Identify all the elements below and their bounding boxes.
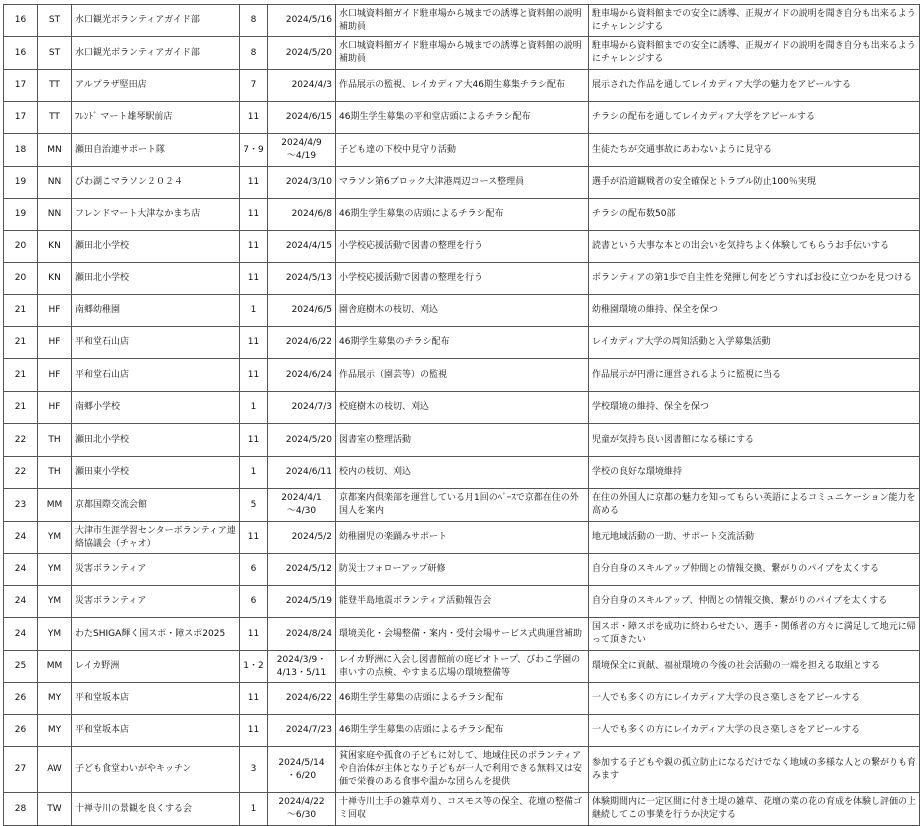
activity-cell: 京都案内倶楽部を運営している月1回のﾍﾞｰｽで京都在住の外国人を案内 bbox=[336, 489, 589, 522]
row-number-cell: 18 bbox=[4, 134, 38, 167]
activity-cell: レイカ野洲に入会し図書館前の庭ビオトープ、びわこ学園の車いすの点検、やすまる広場の環境整備等 bbox=[336, 651, 589, 683]
activity-cell: 小学校応援活動で図書の整理を行う bbox=[336, 263, 589, 295]
member-id-cell: HF bbox=[38, 359, 72, 392]
member-id-cell: TH bbox=[38, 457, 72, 489]
goal-cell: 読書という大事な本との出会いを気持ちよく体験してもらうお手伝いする bbox=[589, 231, 920, 263]
activity-cell: 46期生学生募集の平和堂店頭によるチラシ配布 bbox=[336, 102, 589, 134]
date-cell: 2024/6/5 bbox=[268, 295, 336, 327]
organization-cell: レイカ野洲 bbox=[72, 651, 240, 683]
table-row bbox=[4, 327, 920, 359]
row-number-cell: 26 bbox=[4, 715, 38, 747]
grade-cell: 6 bbox=[240, 554, 268, 586]
member-id-cell: MY bbox=[38, 683, 72, 715]
organization-cell: 大津市生涯学習センターボランティア連絡協議会（チャオ） bbox=[72, 522, 240, 554]
table-row bbox=[4, 102, 920, 134]
row-number-cell: 21 bbox=[4, 392, 38, 424]
table-row bbox=[4, 199, 920, 231]
member-id-cell: KN bbox=[38, 231, 72, 263]
member-id-cell: TW bbox=[38, 793, 72, 826]
row-number-cell: 26 bbox=[4, 683, 38, 715]
member-id-cell: YM bbox=[38, 618, 72, 651]
row-number-cell: 23 bbox=[4, 489, 38, 522]
row-number-cell: 17 bbox=[4, 70, 38, 102]
date-cell: 2024/4/15 bbox=[268, 231, 336, 263]
organization-cell: びわ湖こマラソン２０２４ bbox=[72, 167, 240, 199]
goal-cell: ボランティアの第1歩で自主性を発揮し何をどうすればお役に立つかを見つける bbox=[589, 263, 920, 295]
row-number-cell: 21 bbox=[4, 327, 38, 359]
row-number-cell: 24 bbox=[4, 618, 38, 651]
grade-cell: 11 bbox=[240, 263, 268, 295]
goal-cell: 参加する子どもや親の孤立防止になるだけでなく地域の多様な人との繋がりも育みます bbox=[589, 747, 920, 793]
date-cell: 2024/6/22 bbox=[268, 683, 336, 715]
date-cell: 2024/4/1 ～4/30 bbox=[268, 489, 336, 522]
goal-cell: 学校環境の維持、保全を保つ bbox=[589, 392, 920, 424]
grade-cell: 1 bbox=[240, 793, 268, 826]
organization-cell: 京都国際交流会館 bbox=[72, 489, 240, 522]
date-cell: 2024/5/20 bbox=[268, 424, 336, 457]
date-cell: 2024/5/16 bbox=[268, 5, 336, 37]
grade-cell: 7 bbox=[240, 70, 268, 102]
table-row bbox=[4, 231, 920, 263]
grade-cell: 1 bbox=[240, 295, 268, 327]
goal-cell: 作品展示が円滑に運営されるように監視に当る bbox=[589, 359, 920, 392]
goal-cell: チラシの配布数50部 bbox=[589, 199, 920, 231]
activity-cell: 十禅寺川土手の雑草刈り、コスモス等の保全、花壇の整備ゴミ回収 bbox=[336, 793, 589, 826]
organization-cell: 子ども食堂わいがやキッチン bbox=[72, 747, 240, 793]
activity-table bbox=[3, 4, 920, 826]
row-number-cell: 20 bbox=[4, 263, 38, 295]
row-number-cell: 19 bbox=[4, 167, 38, 199]
grade-cell: 11 bbox=[240, 327, 268, 359]
goal-cell: 学校の良好な環境維持 bbox=[589, 457, 920, 489]
row-number-cell: 16 bbox=[4, 37, 38, 70]
goal-cell: 幼稚園環境の維持、保全を保つ bbox=[589, 295, 920, 327]
member-id-cell: MM bbox=[38, 651, 72, 683]
member-id-cell: KN bbox=[38, 263, 72, 295]
goal-cell: 選手が沿道観戦者の安全確保とトラブル防止100％実現 bbox=[589, 167, 920, 199]
grade-cell: 5 bbox=[240, 489, 268, 522]
row-number-cell: 21 bbox=[4, 359, 38, 392]
activity-cell: 水口城資料館ガイド駐車場から城までの誘導と資料館の説明補助員 bbox=[336, 37, 589, 70]
table-row bbox=[4, 167, 920, 199]
table-row bbox=[4, 134, 920, 167]
member-id-cell: AW bbox=[38, 747, 72, 793]
table-body bbox=[4, 5, 920, 826]
activity-cell: 防災士フォローアップ研修 bbox=[336, 554, 589, 586]
activity-cell: 46期学生募集のチラシ配布 bbox=[336, 327, 589, 359]
organization-cell: 南郷幼稚園 bbox=[72, 295, 240, 327]
member-id-cell: HF bbox=[38, 327, 72, 359]
table-row bbox=[4, 747, 920, 793]
date-cell: 2024/5/14 ・6/20 bbox=[268, 747, 336, 793]
grade-cell: 1・2 bbox=[240, 651, 268, 683]
organization-cell: 瀬田東小学校 bbox=[72, 457, 240, 489]
date-cell: 2024/6/8 bbox=[268, 199, 336, 231]
date-cell: 2024/5/12 bbox=[268, 554, 336, 586]
row-number-cell: 28 bbox=[4, 793, 38, 826]
date-cell: 2024/6/15 bbox=[268, 102, 336, 134]
organization-cell: 災害ボランティア bbox=[72, 554, 240, 586]
activity-cell: 図書室の整理活動 bbox=[336, 424, 589, 457]
goal-cell: 国スポ・障スポを成功に終わらせたい、選手・関係者の方々に満足して地元に帰って頂きたい bbox=[589, 618, 920, 651]
goal-cell: 駐車場から資料館までの安全に誘導、正規ガイドの説明を聞き自分も出来るようにチャレンジする bbox=[589, 5, 920, 37]
row-number-cell: 24 bbox=[4, 586, 38, 618]
organization-cell: 平和堂坂本店 bbox=[72, 715, 240, 747]
member-id-cell: MN bbox=[38, 134, 72, 167]
organization-cell: 瀬田北小学校 bbox=[72, 231, 240, 263]
grade-cell: 6 bbox=[240, 586, 268, 618]
grade-cell: 11 bbox=[240, 424, 268, 457]
row-number-cell: 22 bbox=[4, 424, 38, 457]
grade-cell: 11 bbox=[240, 199, 268, 231]
organization-cell: 南郷小学校 bbox=[72, 392, 240, 424]
date-cell: 2024/6/22 bbox=[268, 327, 336, 359]
grade-cell: 11 bbox=[240, 231, 268, 263]
date-cell: 2024/6/11 bbox=[268, 457, 336, 489]
date-cell: 2024/3/9・ 4/13・5/11 bbox=[268, 651, 336, 683]
member-id-cell: YM bbox=[38, 554, 72, 586]
goal-cell: レイカディア大学の周知活動と入学募集活動 bbox=[589, 327, 920, 359]
goal-cell: 展示された作品を通してレイカディア大学の魅力をアピールする bbox=[589, 70, 920, 102]
activity-cell: マラソン第6ブロック大津港周辺コース整理員 bbox=[336, 167, 589, 199]
organization-cell: 瀬田北小学校 bbox=[72, 263, 240, 295]
goal-cell: 生徒たちが交通事故にあわないように見守る bbox=[589, 134, 920, 167]
table-row bbox=[4, 457, 920, 489]
table-row bbox=[4, 715, 920, 747]
goal-cell: 自分自身のスキルアップ、仲間との情報交換、繋がりのパイプを太くする bbox=[589, 586, 920, 618]
table-row bbox=[4, 793, 920, 826]
goal-cell: 環境保全に貢献、福祉環境の今後の社会活動の一端を担える取組とする bbox=[589, 651, 920, 683]
grade-cell: 7・9 bbox=[240, 134, 268, 167]
row-number-cell: 22 bbox=[4, 457, 38, 489]
table-row bbox=[4, 392, 920, 424]
organization-cell: 瀬田北小学校 bbox=[72, 424, 240, 457]
activity-cell: 46期生学生募集の店頭によるチラシ配布 bbox=[336, 683, 589, 715]
row-number-cell: 24 bbox=[4, 554, 38, 586]
row-number-cell: 27 bbox=[4, 747, 38, 793]
table-row bbox=[4, 586, 920, 618]
member-id-cell: MY bbox=[38, 715, 72, 747]
activity-cell: 子ども達の下校中見守り活動 bbox=[336, 134, 589, 167]
activity-cell: 46期生学生募集の店頭によるチラシ配布 bbox=[336, 715, 589, 747]
member-id-cell: NN bbox=[38, 167, 72, 199]
member-id-cell: TT bbox=[38, 102, 72, 134]
organization-cell: 十禅寺川の景観を良くする会 bbox=[72, 793, 240, 826]
organization-cell: 瀬田自治連サポート隊 bbox=[72, 134, 240, 167]
member-id-cell: HF bbox=[38, 295, 72, 327]
table-row bbox=[4, 295, 920, 327]
organization-cell: 水口観光ボランティアガイド部 bbox=[72, 37, 240, 70]
row-number-cell: 21 bbox=[4, 295, 38, 327]
date-cell: 2024/7/23 bbox=[268, 715, 336, 747]
organization-cell: フレンドマート大津なかまち店 bbox=[72, 199, 240, 231]
date-cell: 2024/7/3 bbox=[268, 392, 336, 424]
table-row bbox=[4, 683, 920, 715]
table-row bbox=[4, 651, 920, 683]
goal-cell: 児童が気持ち良い図書館になる様にする bbox=[589, 424, 920, 457]
activity-cell: 幼稚園児の楽踊みサポート bbox=[336, 522, 589, 554]
organization-cell: 平和堂石山店 bbox=[72, 327, 240, 359]
table-row bbox=[4, 522, 920, 554]
organization-cell: ﾌﾚﾝﾄﾞ マート雄琴駅前店 bbox=[72, 102, 240, 134]
grade-cell: 3 bbox=[240, 747, 268, 793]
grade-cell: 11 bbox=[240, 359, 268, 392]
organization-cell: 平和堂坂本店 bbox=[72, 683, 240, 715]
date-cell: 2024/5/2 bbox=[268, 522, 336, 554]
activity-cell: 貧困家庭や孤食の子どもに対して、地域住民のボランティアや自治体が主体となり子どもが一人で利用できる無料又は安価で栄養のある食事や温かな団らんを提供 bbox=[336, 747, 589, 793]
activity-cell: 小学校応援活動で図書の整理を行う bbox=[336, 231, 589, 263]
grade-cell: 11 bbox=[240, 102, 268, 134]
row-number-cell: 19 bbox=[4, 199, 38, 231]
member-id-cell: TT bbox=[38, 70, 72, 102]
grade-cell: 11 bbox=[240, 618, 268, 651]
organization-cell: わたSHIGA輝く国スポ・障スポ2025 bbox=[72, 618, 240, 651]
table-row bbox=[4, 489, 920, 522]
grade-cell: 11 bbox=[240, 522, 268, 554]
row-number-cell: 17 bbox=[4, 102, 38, 134]
goal-cell: 体験期間内に一定区間に付き土堤の雑草、花壇の菜の花の育成を体験し評価の上継続してこの事業を行うか決定する bbox=[589, 793, 920, 826]
grade-cell: 11 bbox=[240, 167, 268, 199]
organization-cell: 平和堂石山店 bbox=[72, 359, 240, 392]
date-cell: 2024/5/20 bbox=[268, 37, 336, 70]
activity-cell: 水口城資料館ガイド駐車場から城までの誘導と資料館の説明補助員 bbox=[336, 5, 589, 37]
table-row bbox=[4, 424, 920, 457]
member-id-cell: MM bbox=[38, 489, 72, 522]
row-number-cell: 24 bbox=[4, 522, 38, 554]
grade-cell: 11 bbox=[240, 715, 268, 747]
activity-cell: 校庭樹木の枝切、刈込 bbox=[336, 392, 589, 424]
date-cell: 2024/5/19 bbox=[268, 586, 336, 618]
activity-cell: 園舎庭樹木の枝切、刈込 bbox=[336, 295, 589, 327]
goal-cell: 一人でも多くの方にレイカディア大学の良さ楽しさをアピールする bbox=[589, 683, 920, 715]
grade-cell: 11 bbox=[240, 683, 268, 715]
member-id-cell: HF bbox=[38, 392, 72, 424]
member-id-cell: TH bbox=[38, 424, 72, 457]
date-cell: 2024/5/13 bbox=[268, 263, 336, 295]
row-number-cell: 25 bbox=[4, 651, 38, 683]
date-cell: 2024/4/22 ～6/30 bbox=[268, 793, 336, 826]
organization-cell: 水口観光ボランティアガイド部 bbox=[72, 5, 240, 37]
activity-cell: 作品展示の監視、レイカディア大46期生募集チラシ配布 bbox=[336, 70, 589, 102]
member-id-cell: YM bbox=[38, 522, 72, 554]
activity-cell: 46期生学生募集の店頭によるチラシ配布 bbox=[336, 199, 589, 231]
table-row bbox=[4, 359, 920, 392]
table-row bbox=[4, 554, 920, 586]
member-id-cell: ST bbox=[38, 5, 72, 37]
grade-cell: 8 bbox=[240, 5, 268, 37]
grade-cell: 8 bbox=[240, 37, 268, 70]
date-cell: 2024/6/24 bbox=[268, 359, 336, 392]
row-number-cell: 20 bbox=[4, 231, 38, 263]
member-id-cell: ST bbox=[38, 37, 72, 70]
member-id-cell: NN bbox=[38, 199, 72, 231]
date-cell: 2024/4/3 bbox=[268, 70, 336, 102]
goal-cell: 自分自身のスキルアップ仲間との情報交換、繋がりのパイプを太くする bbox=[589, 554, 920, 586]
grade-cell: 1 bbox=[240, 457, 268, 489]
member-id-cell: YM bbox=[38, 586, 72, 618]
table-row bbox=[4, 263, 920, 295]
goal-cell: チラシの配布を通してレイカディア大学をアピールする bbox=[589, 102, 920, 134]
goal-cell: 一人でも多くの方にレイカディア大学の良さ楽しさをアピールする bbox=[589, 715, 920, 747]
goal-cell: 在住の外国人に京都の魅力を知ってもらい英語によるコミュニケーション能力を高める bbox=[589, 489, 920, 522]
organization-cell: アルプラザ堅田店 bbox=[72, 70, 240, 102]
date-cell: 2024/8/24 bbox=[268, 618, 336, 651]
table-row bbox=[4, 618, 920, 651]
date-cell: 2024/4/9 ～4/19 bbox=[268, 134, 336, 167]
grade-cell: 1 bbox=[240, 392, 268, 424]
organization-cell: 災害ボランティア bbox=[72, 586, 240, 618]
table-row bbox=[4, 37, 920, 70]
activity-cell: 作品展示（園芸等）の監視 bbox=[336, 359, 589, 392]
date-cell: 2024/3/10 bbox=[268, 167, 336, 199]
table-row bbox=[4, 70, 920, 102]
activity-cell: 校内の枝切、刈込 bbox=[336, 457, 589, 489]
goal-cell: 地元地域活動の一助、サポート交流活動 bbox=[589, 522, 920, 554]
activity-cell: 能登半島地震ボランティア活動報告会 bbox=[336, 586, 589, 618]
activity-cell: 環境美化・会場整備・案内・受付会場サービス式典運営補助 bbox=[336, 618, 589, 651]
table-row bbox=[4, 5, 920, 37]
goal-cell: 駐車場から資料館までの安全に誘導、正規ガイドの説明を聞き自分も出来るようにチャレンジする bbox=[589, 37, 920, 70]
row-number-cell: 16 bbox=[4, 5, 38, 37]
